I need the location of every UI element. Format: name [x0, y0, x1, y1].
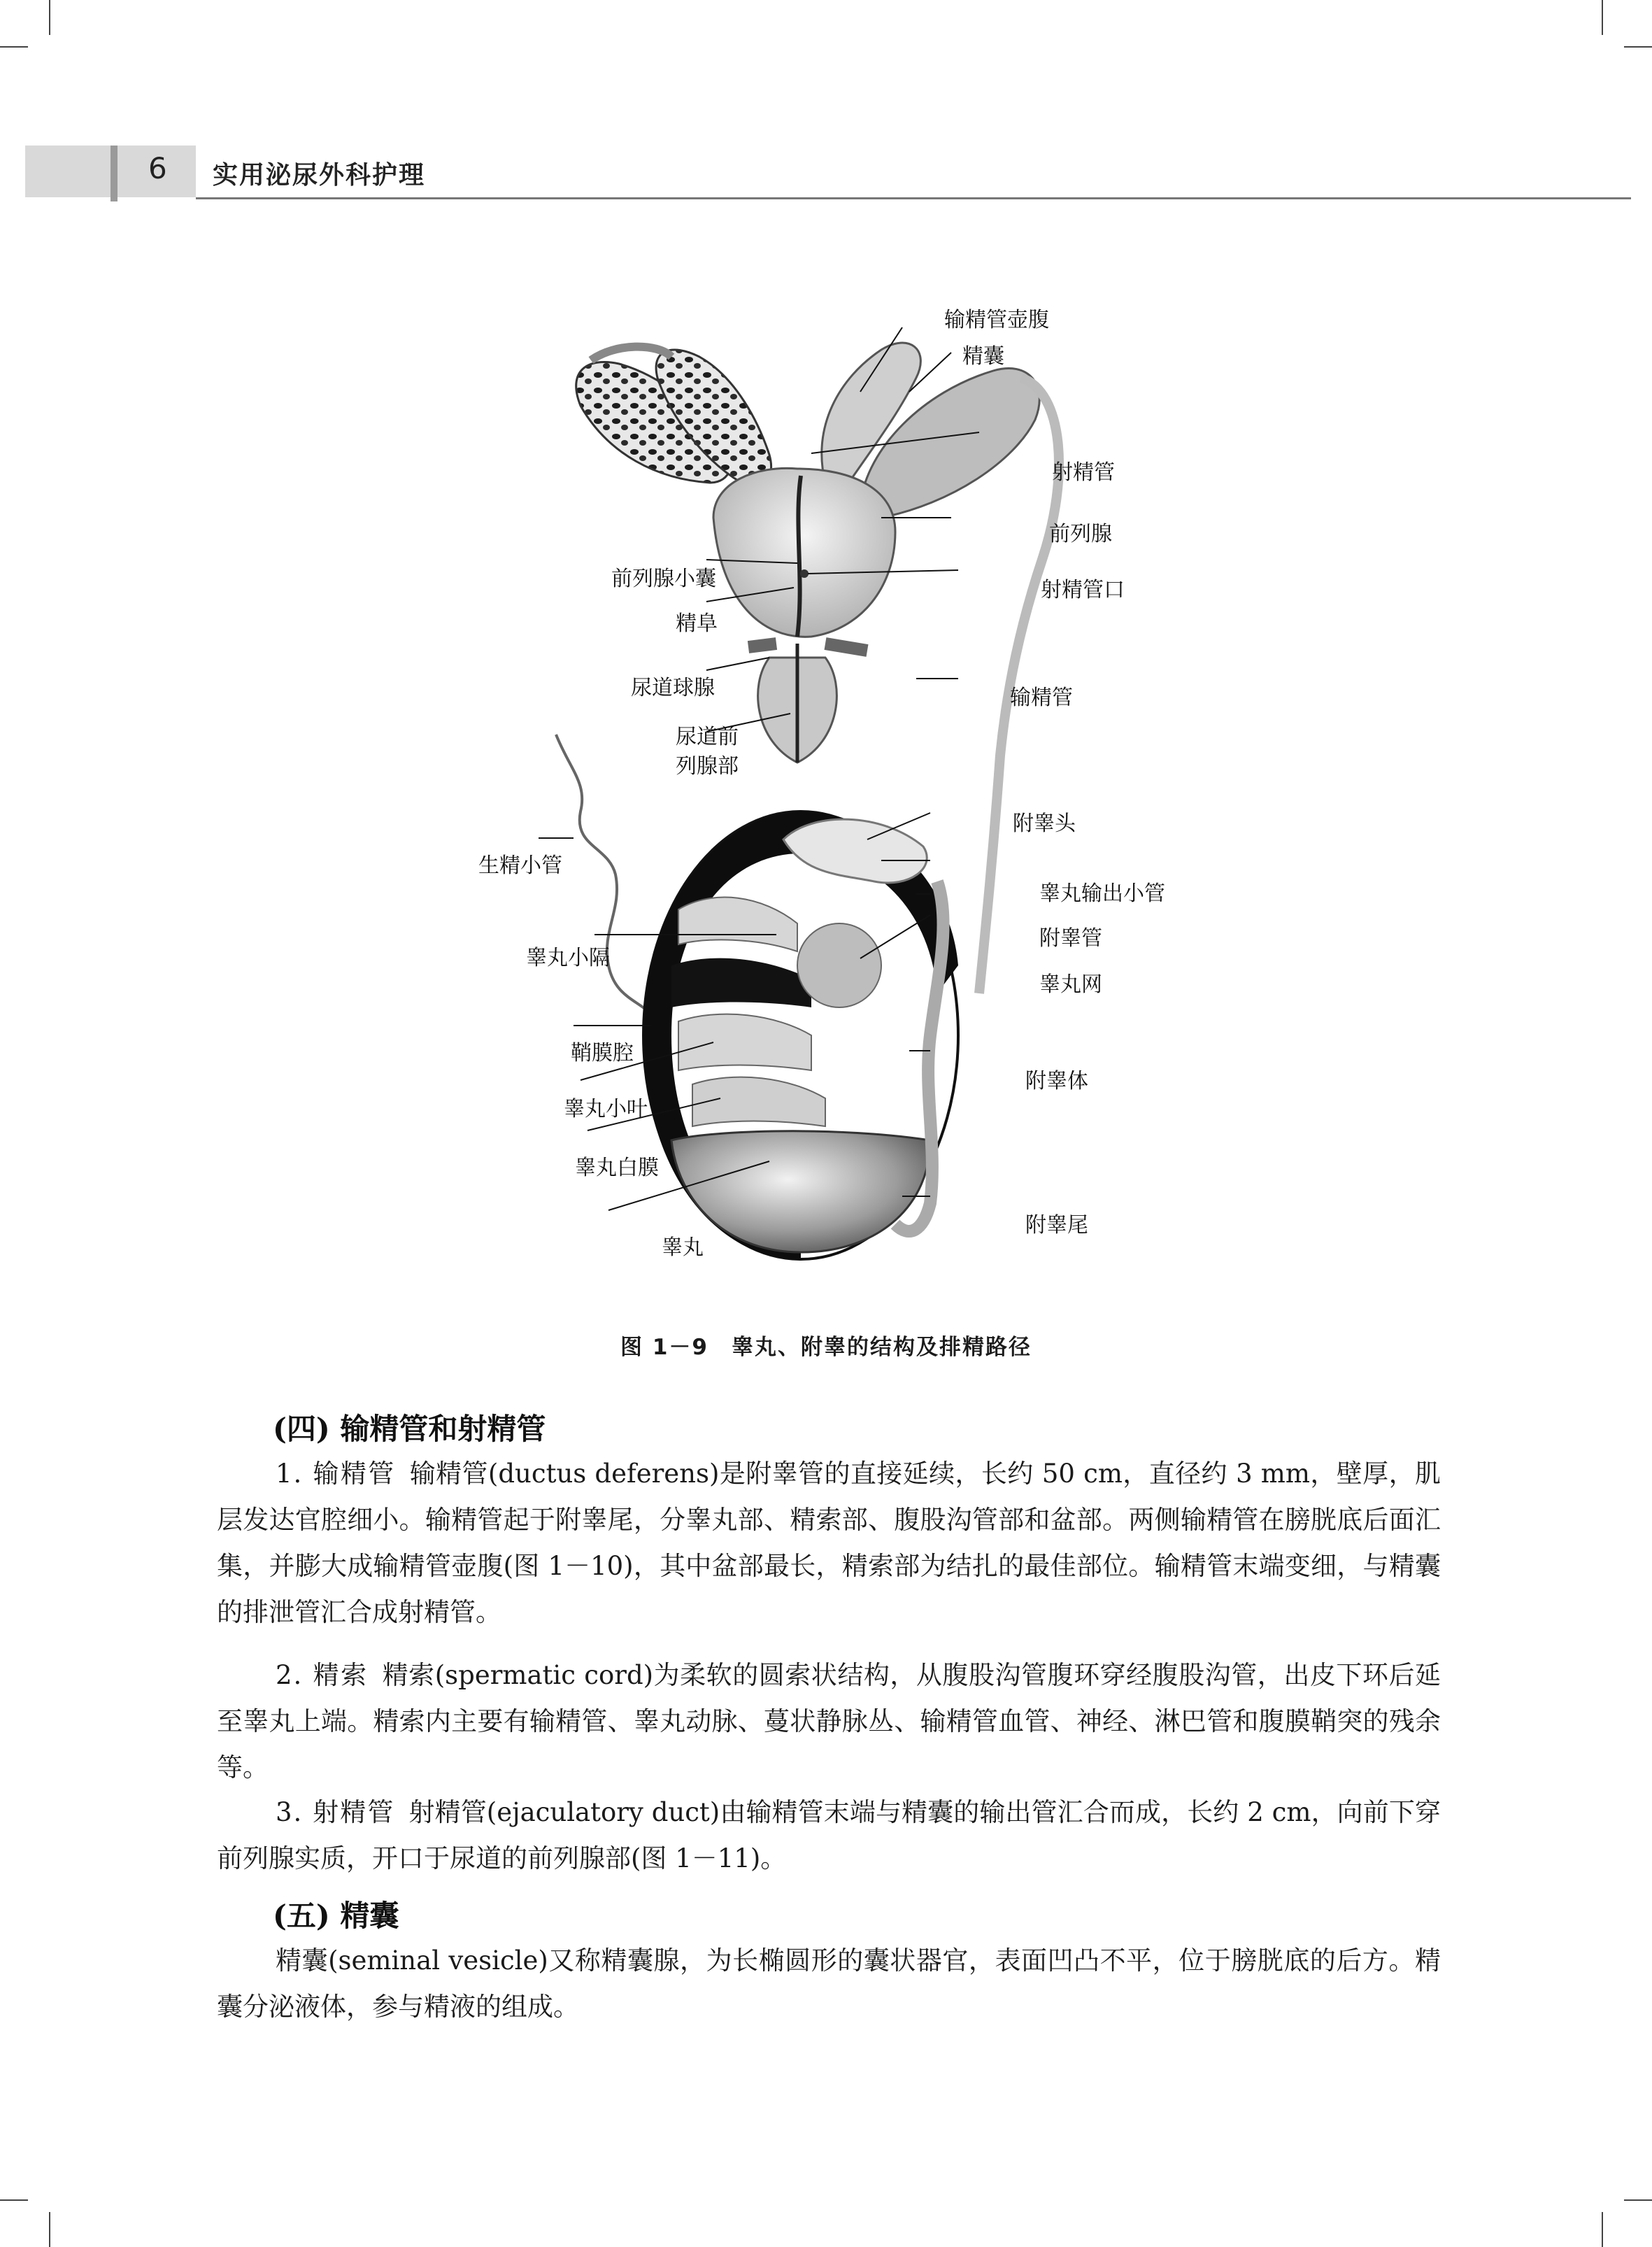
page-number: 6	[148, 151, 167, 185]
paragraph-spermatic-cord	[217, 1652, 1441, 1791]
paragraph-seminal-vesicle	[217, 1938, 1441, 2030]
label-vaginal-cavity: 鞘膜腔	[571, 1041, 634, 1065]
label-prostate: 前列腺	[1049, 522, 1112, 546]
label-prostatic-urethra-1: 尿道前	[676, 725, 739, 749]
paragraph-ejaculatory-duct	[217, 1789, 1441, 1882]
label-ejaculatory-orifice: 射精管口	[1041, 578, 1125, 602]
label-bulbourethral-gland: 尿道球腺	[631, 676, 715, 700]
header-rule	[196, 197, 1631, 199]
term-vas-deferens: 1. 输精管	[276, 1459, 396, 1489]
crop-mark	[1602, 2212, 1603, 2247]
label-ejaculatory-duct: 射精管	[1052, 460, 1115, 485]
label-epididymis-tail: 附睾尾	[1025, 1213, 1088, 1238]
figure-caption: 图 1－9 睾丸、附睾的结构及排精路径	[620, 1335, 1032, 1360]
label-ampulla: 输精管壶腹	[944, 308, 1049, 332]
label-seminiferous-tubule: 生精小管	[478, 853, 562, 878]
anatomy-figure	[448, 294, 1217, 1287]
label-tunica-albuginea: 睾丸白膜	[575, 1156, 659, 1180]
crop-mark	[49, 0, 50, 35]
anatomy-illustration	[448, 294, 1217, 1287]
crop-mark	[0, 46, 28, 48]
header-tick	[111, 146, 118, 201]
paragraph-text: 射精管(ejaculatory duct)由输精管末端与精囊的输出管汇合而成，长约 2 cm，向前下穿前列腺实质，开口于尿道的前列腺部(图 1－11)。	[217, 1797, 1441, 1873]
section-heading-5: (五) 精囊	[273, 1899, 399, 1933]
label-prostatic-utricle: 前列腺小囊	[611, 567, 716, 591]
section-heading-4: (四) 输精管和射精管	[273, 1412, 546, 1446]
running-header	[25, 146, 1631, 201]
paragraph-text: 精囊(seminal vesicle)又称精囊腺，为长椭圆形的囊状器官，表面凹凸不平，位于膀胱底的后方。精囊分泌液体，参与精液的组成。	[217, 1945, 1441, 2022]
label-seminal-colliculus: 精阜	[676, 611, 718, 636]
paragraph-vas-deferens	[217, 1451, 1441, 1636]
paragraph-text: 精索(spermatic cord)为柔软的圆索状结构，从腹股沟管腹环穿经腹股沟管，出皮下环后延至睾丸上端。精索内主要有输精管、睾丸动脉、蔓状静脉丛、输精管血管、神经、淋巴管和腹膜鞘突的残余等。	[217, 1660, 1441, 1782]
label-epididymal-duct: 附睾管	[1039, 926, 1102, 951]
crop-mark	[1624, 2199, 1652, 2201]
running-title: 实用泌尿外科护理	[213, 161, 426, 190]
label-testis-septum: 睾丸小隔	[526, 946, 610, 970]
crop-mark	[49, 2212, 50, 2247]
label-seminal-vesicle: 精囊	[962, 344, 1004, 369]
label-rete-testis: 睾丸网	[1039, 972, 1102, 997]
term-spermatic-cord: 2. 精索	[276, 1660, 369, 1690]
label-epididymis-body: 附睾体	[1025, 1069, 1088, 1093]
label-testis: 睾丸	[662, 1235, 704, 1260]
label-vas-deferens: 输精管	[1010, 686, 1073, 710]
crop-mark	[1624, 46, 1652, 48]
crop-mark	[0, 2199, 28, 2201]
term-ejaculatory-duct: 3. 射精管	[276, 1797, 395, 1827]
label-prostatic-urethra-2: 列腺部	[676, 754, 739, 779]
label-epididymis-head: 附睾头	[1013, 811, 1076, 836]
label-efferent-ductules: 睾丸输出小管	[1039, 881, 1165, 906]
paragraph-text: 输精管(ductus deferens)是附睾管的直接延续，长约 50 cm，直径约 3 mm，壁厚，肌层发达官腔细小。输精管起于附睾尾，分睾丸部、精索部、腹股沟管部和盆部。两侧输精管在膀胱底后面汇集，并膨大成输精管壶腹(图 1－10)，其中盆部最长，精索部为结扎的最佳部位。输精管末端变细，与精囊的排泄管汇合成射精管。	[217, 1459, 1441, 1627]
crop-mark	[1602, 0, 1603, 35]
label-testis-lobule: 睾丸小叶	[564, 1097, 648, 1121]
